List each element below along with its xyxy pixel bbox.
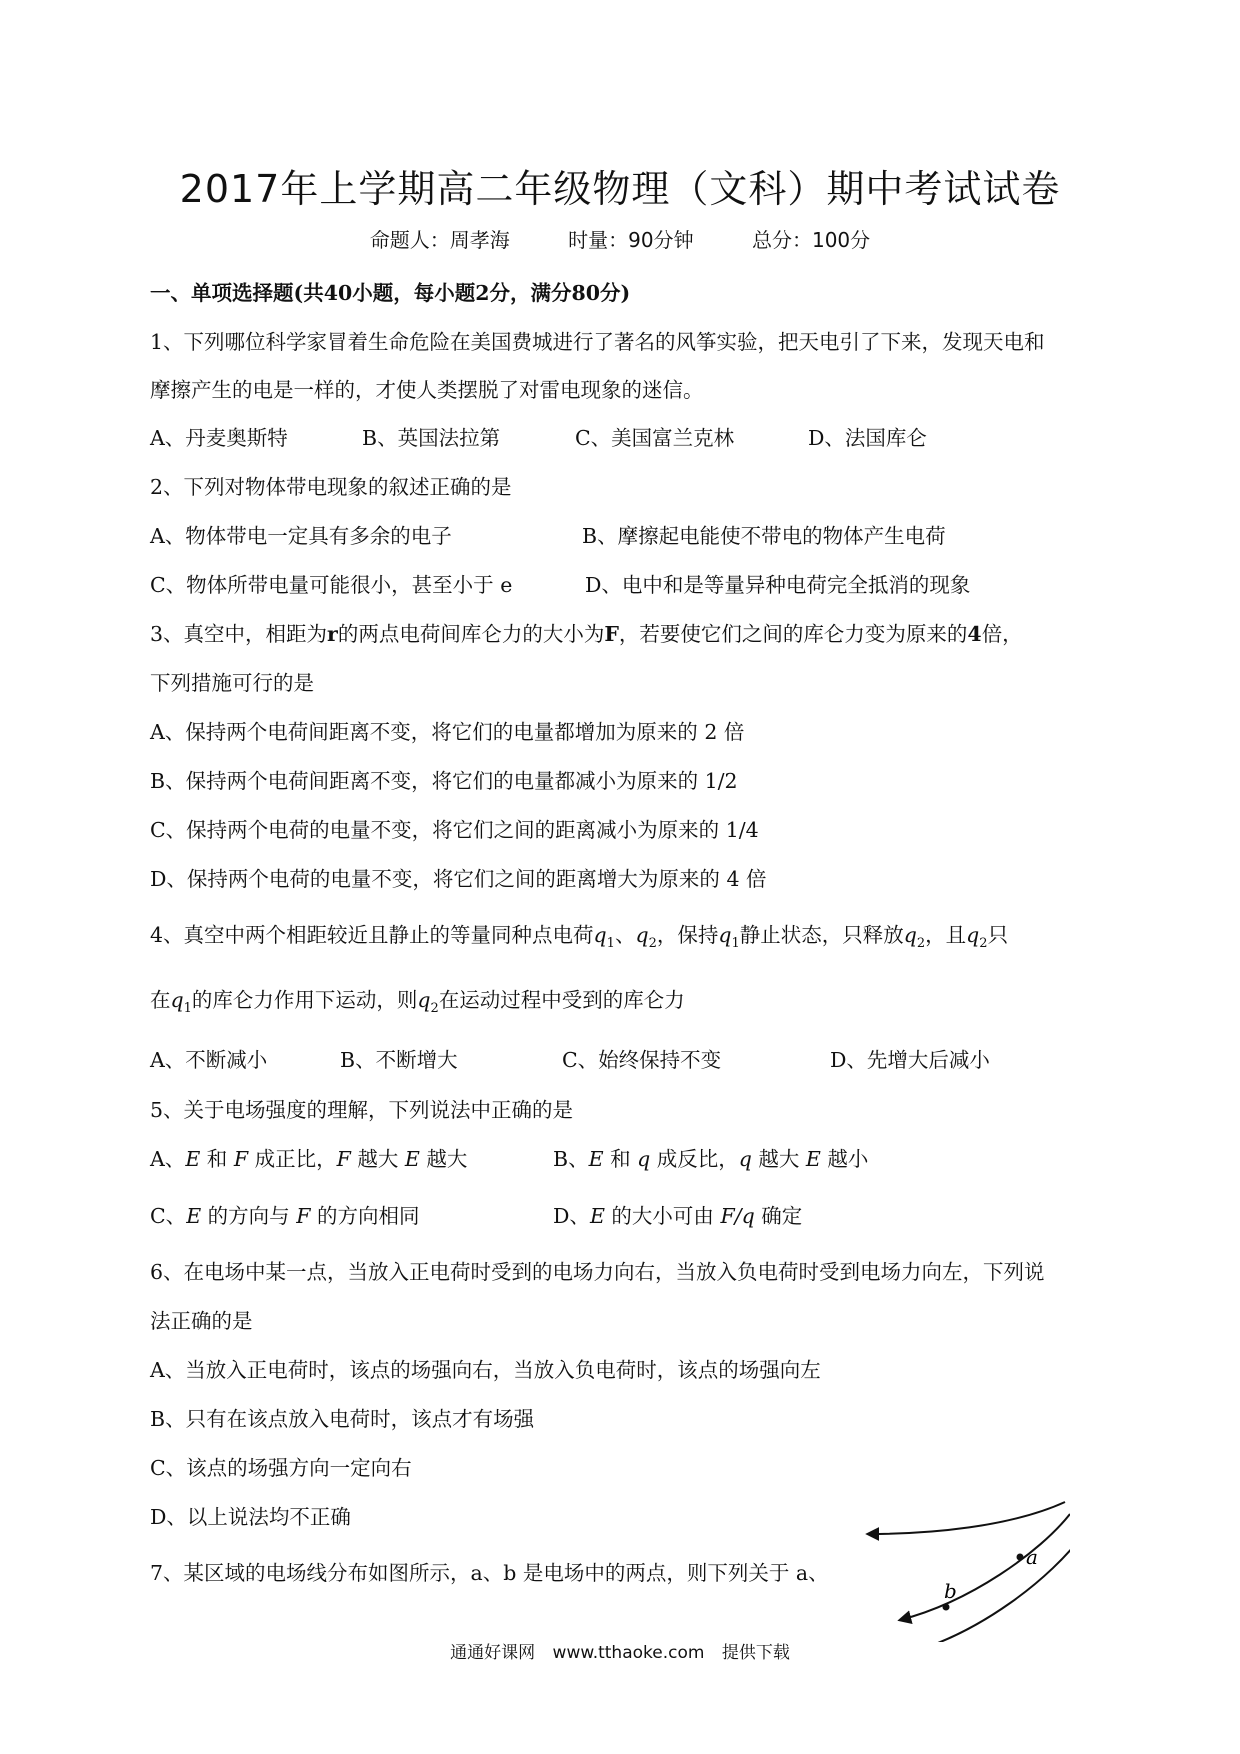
q5-text: 5、关于电场强度的理解，下列说法中正确的是 <box>150 1098 574 1122</box>
q3-option-b: B、保持两个电荷间距离不变，将它们的电量都减小为原来的 1/2 <box>150 769 738 793</box>
field-line <box>900 1514 1070 1620</box>
symbol-F: F <box>296 1204 311 1228</box>
symbol-E: E <box>186 1204 202 1228</box>
q4-text-1 <box>150 918 1008 951</box>
q5-part: 越小 <box>820 1147 869 1171</box>
q6-option-c: C、该点的场强方向一定向右 <box>150 1456 412 1480</box>
time-limit: 时量：90分钟 <box>568 228 694 252</box>
q2-text: 2、下列对物体带电现象的叙述正确的是 <box>150 475 512 499</box>
q1-option-d: D、法国库仑 <box>808 426 927 450</box>
q-symbol: q <box>903 923 917 947</box>
q4-part: 4、真空中两个相距较近且静止的等量同种点电荷 <box>150 923 594 947</box>
q5-option-c <box>150 1199 419 1229</box>
q5-part: 成正比， <box>248 1147 337 1171</box>
q1-option-b: B、英国法拉第 <box>362 426 501 450</box>
q3-four: 4 <box>967 622 982 646</box>
q3-option-d: D、保持两个电荷的电量不变，将它们之间的距离增大为原来的 4 倍 <box>150 867 767 891</box>
q3-part: ，若要使它们之间的库仑力变为原来的 <box>618 622 968 646</box>
page-footer <box>0 1638 1240 1663</box>
q5-part: A、 <box>150 1147 186 1171</box>
q5-part: D、 <box>553 1204 590 1228</box>
q-subscript: 2 <box>430 1001 439 1017</box>
footer-url: www.tthaoke.com <box>552 1643 705 1663</box>
q4-part: 、 <box>614 923 636 947</box>
q5-part: 成反比， <box>650 1147 739 1171</box>
q7-text: 7、某区域的电场线分布如图所示，a、b 是电场中的两点，则下列关于 a、 <box>150 1561 829 1585</box>
q-symbol: q <box>593 923 607 947</box>
q4-option-d: D、先增大后减小 <box>830 1048 990 1072</box>
q4-part: 静止状态，只释放 <box>739 923 904 947</box>
q5-option-a <box>150 1142 467 1172</box>
symbol-q: q <box>637 1147 651 1171</box>
q5-part: 越大 <box>419 1147 468 1171</box>
q5-option-b <box>553 1142 868 1172</box>
exam-meta <box>0 224 1240 253</box>
footer-site: 通通好课网 <box>450 1643 536 1663</box>
q5-part: 和 <box>603 1147 638 1171</box>
q1-option-a: A、丹麦奥斯特 <box>150 426 288 450</box>
q-subscript: 1 <box>183 1001 192 1017</box>
q2-option-a: A、物体带电一定具有多余的电子 <box>150 524 452 548</box>
symbol-F: F <box>233 1147 249 1171</box>
q4-option-c: C、始终保持不变 <box>562 1048 722 1072</box>
q6-text-1: 6、在电场中某一点，当放入正电荷时受到的电场力向右，当放入负电荷时受到电场力向左，下列说 <box>150 1260 1045 1284</box>
q4-part: 的库仑力作用下运动，则 <box>191 988 418 1012</box>
q3-F: F <box>604 622 619 646</box>
section-heading: 一、单项选择题(共40小题，每小题2分，满分80分) <box>150 281 631 305</box>
q5-part: 的方向与 <box>201 1204 297 1228</box>
q-symbol: q <box>718 923 732 947</box>
q5-part: 的大小可由 <box>604 1204 721 1228</box>
q4-text-2 <box>150 983 685 1016</box>
q2-option-d: D、电中和是等量异种电荷完全抵消的现象 <box>585 573 971 597</box>
q3-r: r <box>327 622 338 646</box>
symbol-q: q <box>738 1147 752 1171</box>
q-symbol: q <box>170 988 184 1012</box>
symbol-E: E <box>185 1147 201 1171</box>
q3-option-a: A、保持两个电荷间距离不变，将它们的电量都增加为原来的 2 倍 <box>150 720 745 744</box>
q-subscript: 1 <box>731 936 740 952</box>
q4-part: ，且 <box>925 923 967 947</box>
q1-text-1: 1、下列哪位科学家冒着生命危险在美国费城进行了著名的风筝实验，把天电引了下来，发现天电和 <box>150 330 1045 354</box>
q3-part: 倍， <box>981 622 1023 646</box>
footer-note: 提供下载 <box>721 1643 790 1663</box>
symbol-E: E <box>589 1204 605 1228</box>
q-subscript: 2 <box>979 936 988 952</box>
q4-option-a: A、不断减小 <box>150 1048 268 1072</box>
q-subscript: 2 <box>648 936 657 952</box>
q4-option-b: B、不断增大 <box>340 1048 458 1072</box>
q6-text-2: 法正确的是 <box>150 1309 253 1333</box>
q6-option-a: A、当放入正电荷时，该点的场强向右，当放入负电荷时，该点的场强向左 <box>150 1358 821 1382</box>
q-symbol: q <box>417 988 431 1012</box>
q4-part: 在运动过程中受到的库仑力 <box>438 988 685 1012</box>
q6-option-b: B、只有在该点放入电荷时，该点才有场强 <box>150 1407 535 1431</box>
q2-option-c: C、物体所带电量可能很小，甚至小于 e <box>150 573 513 597</box>
symbol-E: E <box>805 1147 821 1171</box>
q3-part: 的两点电荷间库仑力的大小为 <box>337 622 605 646</box>
q5-part: 和 <box>200 1147 234 1171</box>
q-symbol: q <box>635 923 649 947</box>
q6-option-d: D、以上说法均不正确 <box>150 1505 351 1529</box>
point-b-dot <box>943 1604 950 1611</box>
q4-part: ，保持 <box>656 923 719 947</box>
q-subscript: 2 <box>916 936 926 952</box>
total-score: 总分：100分 <box>751 228 871 252</box>
q5-part: C、 <box>150 1204 187 1228</box>
q4-part: 只 <box>987 923 1009 947</box>
q5-part: 确定 <box>754 1204 803 1228</box>
author: 命题人：周孝海 <box>369 228 510 252</box>
electric-field-diagram <box>860 1492 1070 1642</box>
q5-option-d <box>553 1199 802 1229</box>
field-line <box>868 1502 1065 1534</box>
q2-option-b: B、摩擦起电能使不带电的物体产生电荷 <box>582 524 946 548</box>
point-b-label: b <box>944 1579 957 1603</box>
q-symbol: q <box>966 923 980 947</box>
page-title: 2017年上学期高二年级物理（文科）期中考试试卷 <box>179 167 1061 211</box>
q3-part: 3、真空中，相距为 <box>150 622 328 646</box>
q5-part: B、 <box>553 1147 589 1171</box>
q-subscript: 1 <box>606 936 615 952</box>
q3-text-2: 下列措施可行的是 <box>150 671 314 695</box>
q3-text-1 <box>150 617 1023 647</box>
q5-part: 越大 <box>350 1147 405 1171</box>
q1-option-c: C、美国富兰克林 <box>575 426 735 450</box>
formula-F-over-q: F/q <box>720 1204 755 1228</box>
symbol-E: E <box>404 1147 420 1171</box>
symbol-F: F <box>336 1147 351 1171</box>
q5-part: 的方向相同 <box>310 1204 420 1228</box>
q4-part: 在 <box>150 988 171 1012</box>
q5-part: 越大 <box>751 1147 806 1171</box>
field-line <box>912 1532 1070 1642</box>
symbol-E: E <box>588 1147 604 1171</box>
q1-text-2: 摩擦产生的电是一样的，才使人类摆脱了对雷电现象的迷信。 <box>150 378 704 402</box>
q3-option-c: C、保持两个电荷的电量不变，将它们之间的距离减小为原来的 1/4 <box>150 818 759 842</box>
point-a-label: a <box>1026 1545 1038 1569</box>
point-a-dot <box>1017 1554 1024 1561</box>
